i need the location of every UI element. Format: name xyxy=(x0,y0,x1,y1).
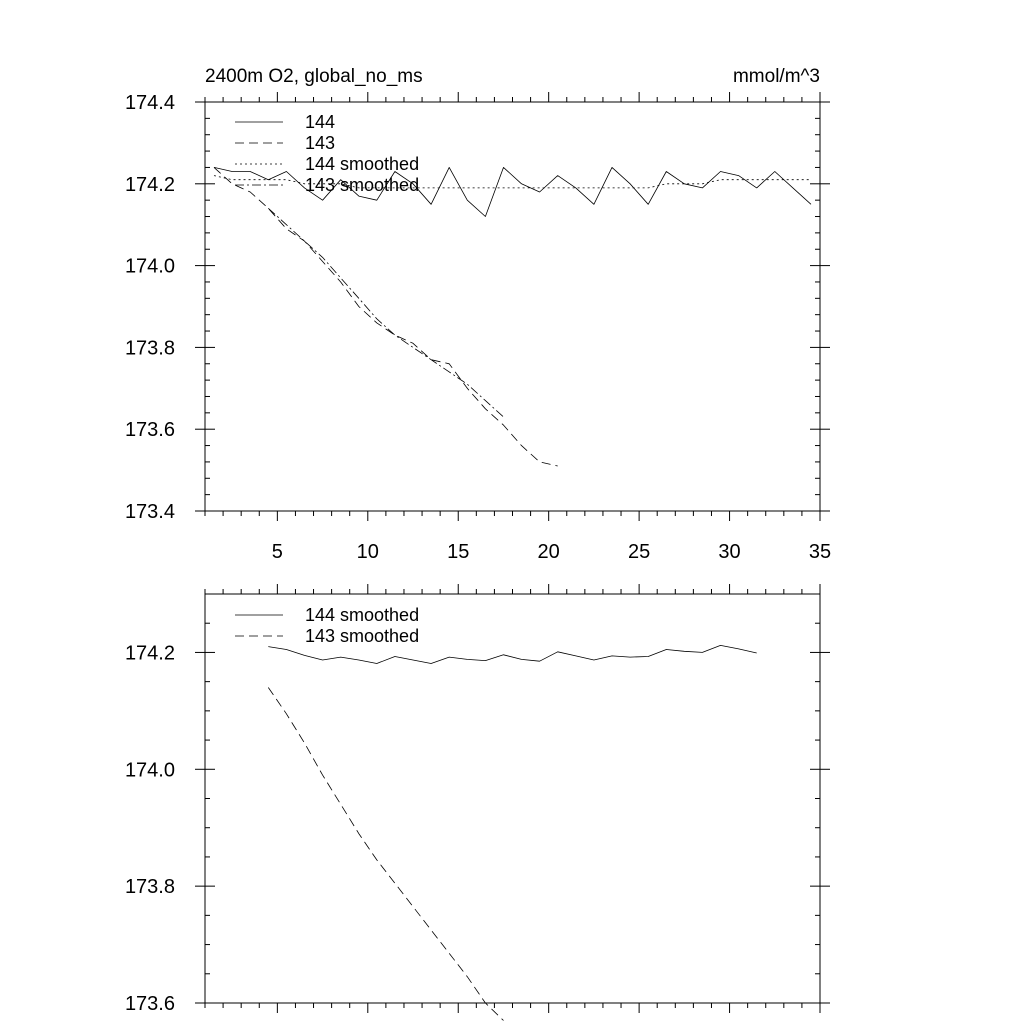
y-tick-label: 174.0 xyxy=(124,255,175,278)
plot-frame xyxy=(205,594,820,1003)
top-panel xyxy=(125,66,831,563)
y-tick-label: 173.4 xyxy=(124,501,175,523)
series-line-144-smoothed xyxy=(214,176,811,188)
x-tick-label: 10 xyxy=(356,541,379,563)
bottom-panel xyxy=(125,584,830,1021)
legend-label: 144 smoothed xyxy=(305,154,420,174)
y-tick-label: 174.2 xyxy=(124,642,175,665)
y-tick-label: 174.0 xyxy=(124,759,175,782)
y-tick-label: 174.4 xyxy=(124,92,175,114)
y-tick-label: 174.2 xyxy=(124,173,175,196)
x-tick-label: 30 xyxy=(718,541,741,563)
x-tick-label: 15 xyxy=(447,541,470,563)
x-tick-label: 20 xyxy=(537,541,560,563)
plot-frame xyxy=(205,102,820,511)
y-tick-label: 173.6 xyxy=(124,419,175,442)
series-line-144-smoothed xyxy=(268,645,756,663)
chart-title: 2400m O2, global_no_ms xyxy=(205,66,423,87)
series-line-143-smoothed xyxy=(268,688,503,1021)
series-line-143 xyxy=(214,167,558,466)
units-label: mmol/m^3 xyxy=(732,66,820,87)
series-line-144 xyxy=(214,167,811,216)
legend-label: 144 xyxy=(305,112,336,132)
x-tick-label: 35 xyxy=(808,541,832,563)
series-line-143-smoothed xyxy=(268,208,503,417)
x-tick-label: 25 xyxy=(627,541,651,563)
legend-label: 143 smoothed xyxy=(305,175,420,195)
legend-label: 143 xyxy=(305,133,336,153)
y-tick-label: 173.6 xyxy=(124,993,175,1015)
x-tick-label: 5 xyxy=(271,541,283,563)
y-tick-label: 173.8 xyxy=(124,337,175,360)
y-tick-label: 173.8 xyxy=(124,876,175,899)
legend-label: 143 smoothed xyxy=(305,626,420,646)
legend-label: 144 smoothed xyxy=(305,605,420,625)
